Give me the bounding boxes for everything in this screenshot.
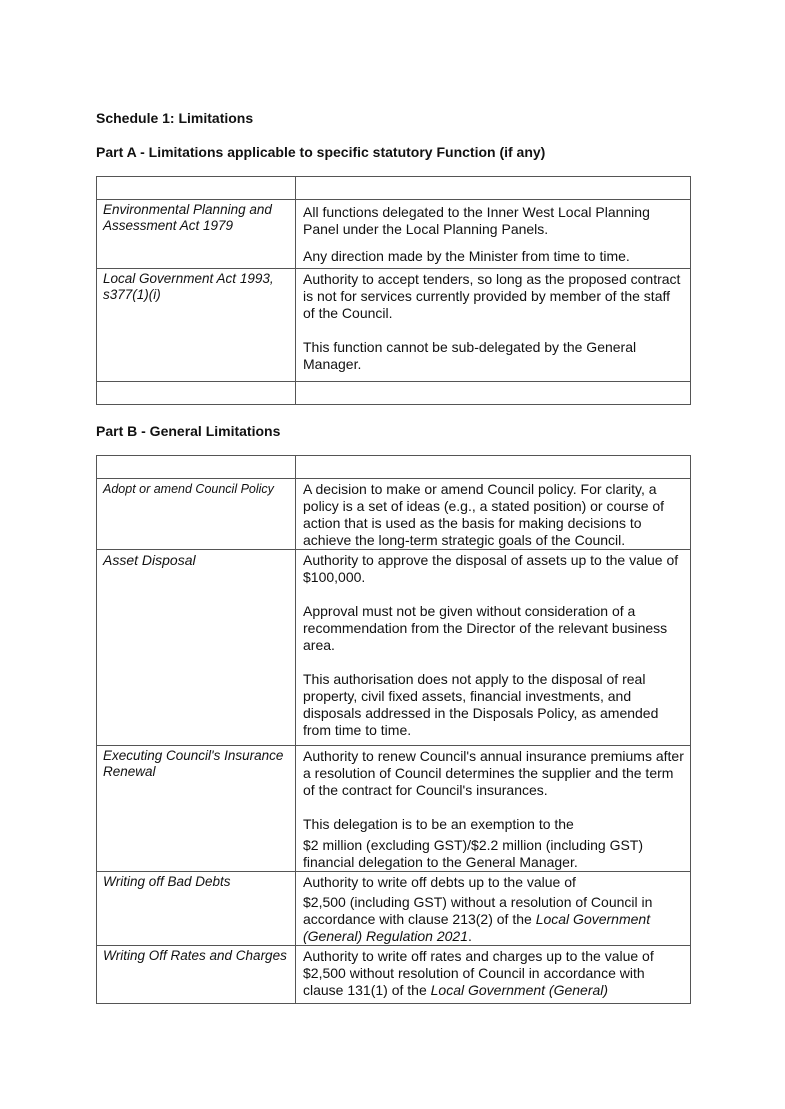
limitation-cell: [296, 479, 691, 550]
function-label: Adopt or amend Council Policy: [97, 479, 296, 550]
limitation-text-part: Authority to write off rates and charges up to the value of $2,500 without resolution of Council in accordance with clause 131(1) of the: [303, 948, 654, 998]
limitation-text: Authority to renew Council's annual insurance premiums after a resolution of Council determines the supplier and the term of the contract for Council's insurances.: [303, 748, 684, 798]
limitation-cell: [296, 872, 691, 946]
limitation-text: Any direction made by the Minister from time to time.: [303, 248, 630, 264]
function-label: Environmental Planning and Assessment Act 1979: [97, 200, 296, 269]
limitation-text-part: $2,500 (including GST) without a resolution of Council in accordance with clause 213(2) of the: [303, 894, 653, 927]
footer-cell-left: [97, 382, 296, 405]
table-row: [97, 550, 691, 746]
table-row: [97, 479, 691, 550]
table-header-row: [97, 456, 691, 479]
schedule-title: Schedule 1: Limitations: [96, 110, 254, 126]
function-label: Executing Council's Insurance Renewal: [97, 746, 296, 872]
header-cell-left: [97, 177, 296, 200]
limitation-text: [303, 894, 684, 945]
limitation-text: Authority to accept tenders, so long as the proposed contract is not for services currently provided by member of the staff of the Council.: [303, 271, 681, 321]
limitation-cell: [296, 200, 691, 269]
table-footer-row: [97, 382, 691, 405]
limitation-cell: [296, 946, 691, 1004]
limitation-text: $2 million (excluding GST)/$2.2 million (including GST) financial delegation to the General Manager.: [303, 837, 644, 870]
limitation-text: [303, 948, 684, 999]
limitation-text: All functions delegated to the Inner West Local Planning Panel under the Local Planning Panels.: [303, 204, 650, 237]
limitation-text-part: .: [468, 928, 472, 944]
footer-cell-right: [296, 382, 691, 405]
regulation-reference: Local Government (General) Regulation 2021: [303, 911, 651, 944]
limitation-text: Authority to approve the disposal of assets up to the value of $100,000.: [303, 552, 679, 585]
table-header-row: [97, 177, 691, 200]
function-label: Writing Off Rates and Charges: [97, 946, 296, 1004]
limitation-text: This delegation is to be an exemption to the: [303, 816, 574, 832]
limitation-text: A decision to make or amend Council policy. For clarity, a policy is a set of ideas (e.g., a stated position) or course of action that is used as the basis for making decisions to achieve the long-term strategic goals of the Council.: [303, 481, 665, 548]
table-row: [97, 269, 691, 382]
header-cell-right: [296, 177, 691, 200]
function-label: Writing off Bad Debts: [97, 872, 296, 946]
part-a-heading: Part A - Limitations applicable to specific statutory Function (if any): [96, 144, 546, 160]
table-row: [97, 200, 691, 269]
part-a-table: [96, 176, 691, 405]
limitation-text: This authorisation does not apply to the disposal of real property, civil fixed assets, financial investments, and disposals addressed in the Disposals Policy, as amended from time to time.: [303, 671, 659, 738]
limitation-text: Authority to write off debts up to the value of: [303, 874, 576, 890]
limitation-text: Approval must not be given without consideration of a recommendation from the Director of the relevant business area.: [303, 603, 668, 653]
part-b-heading: Part B - General Limitations: [96, 423, 281, 439]
function-label: Asset Disposal: [97, 550, 296, 746]
function-label: Local Government Act 1993, s377(1)(i): [97, 269, 296, 382]
table-row: [97, 746, 691, 872]
table-row: [97, 946, 691, 1004]
part-b-table: [96, 455, 691, 1004]
limitation-cell: [296, 746, 691, 872]
header-cell-right: [296, 456, 691, 479]
header-cell-left: [97, 456, 296, 479]
regulation-reference: Local Government (General): [430, 982, 609, 998]
limitation-cell: [296, 269, 691, 382]
limitation-cell: [296, 550, 691, 746]
table-row: [97, 872, 691, 946]
limitation-text: This function cannot be sub-delegated by the General Manager.: [303, 339, 637, 372]
